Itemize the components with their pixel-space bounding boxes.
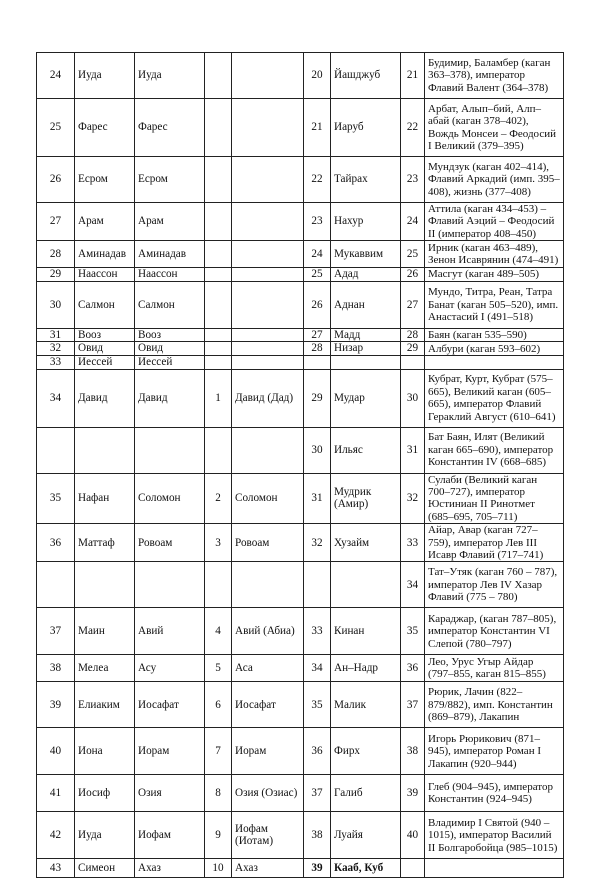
ruler-number-cell: 31 [401,427,425,473]
matthew-name-cell [135,427,205,473]
ruler-number-cell [401,859,425,878]
ruler-number-cell: 27 [401,281,425,328]
matthew-name-cell: Иофам [135,812,205,859]
gospel-name-cell: Симеон [75,859,135,878]
gospel-name-cell: Елиаким [75,682,135,728]
gospel-generation-number: 28 [37,241,75,268]
king-number-cell: 9 [205,812,232,859]
arab-generation-number: 23 [304,203,331,241]
gospel-generation-number: 43 [37,859,75,878]
table-row [37,53,564,99]
king-number-cell [205,427,232,473]
gospel-generation-number: 39 [37,682,75,728]
king-name-cell [232,53,304,99]
arab-name-cell [331,562,401,608]
king-name-cell: Иосафат [232,682,304,728]
king-name-cell [232,562,304,608]
arab-name-cell: Адад [331,268,401,282]
matthew-name-cell: Аминадав [135,241,205,268]
arab-generation-number: 31 [304,473,331,524]
ruler-description-cell: Бат Баян, Илят (Великий каган 665–690), император Константин IV (668–685) [425,427,564,473]
table-row [37,268,564,282]
king-name-cell: Озия (Озиас) [232,775,304,812]
arab-generation-number: 36 [304,728,331,775]
ruler-description-cell: Ирник (каган 463–489), Зенон Исаврянин (474–491) [425,241,564,268]
matthew-name-cell: Давид [135,369,205,427]
king-name-cell: Ровоам [232,524,304,562]
king-name-cell: Авий (Абиа) [232,608,304,655]
gospel-generation-number: 33 [37,356,75,370]
ruler-description-cell: Арбат, Алып–бий, Алп–абай (каган 378–402), Вождь Монсеи – Феодосий I Великий (379–395) [425,99,564,157]
king-number-cell: 2 [205,473,232,524]
matthew-name-cell: Озия [135,775,205,812]
ruler-description-cell [425,356,564,370]
ruler-description-cell: Караджар, (каган 787–805), император Константин VI Слепой (780–797) [425,608,564,655]
arab-name-cell: Малик [331,682,401,728]
gospel-generation-number: 38 [37,655,75,682]
ruler-number-cell: 21 [401,53,425,99]
arab-generation-number [304,356,331,370]
king-number-cell: 1 [205,369,232,427]
ruler-description-cell: Сулаби (Великий каган 700–727), император Юстиниан II Ринотмет (685–695, 705–711) [425,473,564,524]
ruler-number-cell: 39 [401,775,425,812]
gospel-name-cell: Фарес [75,99,135,157]
king-number-cell [205,281,232,328]
ruler-description-cell: Рюрик, Лачин (822–879/882), имп. Константин (869–879), Лакапин [425,682,564,728]
table-row [37,241,564,268]
arab-name-cell: Тайрах [331,157,401,203]
ruler-number-cell: 28 [401,328,425,342]
gospel-name-cell: Вооз [75,328,135,342]
gospel-generation-number: 27 [37,203,75,241]
ruler-number-cell: 34 [401,562,425,608]
arab-name-cell: Галиб [331,775,401,812]
matthew-name-cell: Иессей [135,356,205,370]
matthew-name-cell: Овид [135,342,205,356]
gospel-name-cell: Иессей [75,356,135,370]
arab-name-cell: Кааб, Куб [331,859,401,878]
king-name-cell: Иофам (Иотам) [232,812,304,859]
arab-generation-number [304,562,331,608]
table-row [37,342,564,356]
king-name-cell: Ахаз [232,859,304,878]
king-name-cell [232,342,304,356]
king-name-cell: Иорам [232,728,304,775]
king-number-cell [205,157,232,203]
ruler-description-cell: Тат–Утяк (каган 760 – 787), император Лев IV Хазар Флавий (775 – 780) [425,562,564,608]
king-name-cell [232,99,304,157]
king-number-cell [205,268,232,282]
ruler-number-cell: 30 [401,369,425,427]
gospel-name-cell [75,562,135,608]
arab-generation-number: 32 [304,524,331,562]
arab-name-cell: Йашджуб [331,53,401,99]
gospel-generation-number [37,427,75,473]
king-name-cell [232,328,304,342]
arab-name-cell: Аднан [331,281,401,328]
arab-generation-number: 30 [304,427,331,473]
gospel-generation-number: 24 [37,53,75,99]
king-number-cell: 3 [205,524,232,562]
king-name-cell [232,356,304,370]
ruler-description-cell: Лео, Урус Угыр Айдар (797–855, каган 815–855) [425,655,564,682]
king-name-cell [232,157,304,203]
gospel-name-cell: Аминадав [75,241,135,268]
arab-generation-number: 20 [304,53,331,99]
table-row [37,369,564,427]
king-number-cell: 5 [205,655,232,682]
king-number-cell [205,203,232,241]
arab-name-cell: Ан–Надр [331,655,401,682]
arab-generation-number: 35 [304,682,331,728]
arab-name-cell: Мадд [331,328,401,342]
table-row [37,859,564,878]
ruler-description-cell: Кубрат, Курт, Кубрат (575–665), Великий каган (605–665), император Флавий Гераклий Август (610–641) [425,369,564,427]
arab-generation-number: 27 [304,328,331,342]
gospel-name-cell: Арам [75,203,135,241]
king-number-cell: 10 [205,859,232,878]
gospel-name-cell: Иуда [75,812,135,859]
ruler-description-cell: Баян (каган 535–590) [425,328,564,342]
table-row [37,655,564,682]
ruler-description-cell: Будимир, Баламбер (каган 363–378), император Флавий Валент (364–378) [425,53,564,99]
table-row [37,562,564,608]
ruler-description-cell: Айар, Авар (каган 727–759), император Лев III Исавр Флавий (717–741) [425,524,564,562]
table-row [37,356,564,370]
gospel-name-cell: Маттаф [75,524,135,562]
gospel-name-cell: Овид [75,342,135,356]
king-name-cell [232,427,304,473]
matthew-name-cell: Вооз [135,328,205,342]
ruler-description-cell: Глеб (904–945), император Константин (924–945) [425,775,564,812]
arab-generation-number: 26 [304,281,331,328]
matthew-name-cell: Арам [135,203,205,241]
gospel-generation-number: 30 [37,281,75,328]
ruler-number-cell: 24 [401,203,425,241]
ruler-description-cell: Владимир I Святой (940 – 1015), император Василий II Болгаробойца (985–1015) [425,812,564,859]
table-row [37,728,564,775]
arab-generation-number: 28 [304,342,331,356]
ruler-number-cell: 38 [401,728,425,775]
ruler-number-cell: 37 [401,682,425,728]
matthew-name-cell: Ахаз [135,859,205,878]
table-row [37,328,564,342]
matthew-name-cell: Фарес [135,99,205,157]
arab-name-cell: Мудар [331,369,401,427]
arab-name-cell: Нахур [331,203,401,241]
ruler-number-cell: 26 [401,268,425,282]
gospel-generation-number: 35 [37,473,75,524]
gospel-generation-number: 31 [37,328,75,342]
gospel-name-cell: Есром [75,157,135,203]
arab-generation-number: 25 [304,268,331,282]
gospel-name-cell: Салмон [75,281,135,328]
table-row [37,203,564,241]
gospel-name-cell: Нафан [75,473,135,524]
king-number-cell [205,241,232,268]
matthew-name-cell: Салмон [135,281,205,328]
ruler-number-cell [401,356,425,370]
king-number-cell [205,99,232,157]
ruler-number-cell: 29 [401,342,425,356]
gospel-name-cell: Наассон [75,268,135,282]
arab-name-cell: Фирх [331,728,401,775]
gospel-generation-number: 25 [37,99,75,157]
gospel-generation-number: 26 [37,157,75,203]
ruler-description-cell: Албури (каган 593–602) [425,342,564,356]
arab-generation-number: 21 [304,99,331,157]
arab-name-cell [331,356,401,370]
table-row [37,281,564,328]
king-name-cell [232,281,304,328]
table-row [37,99,564,157]
king-number-cell: 8 [205,775,232,812]
table-row [37,682,564,728]
matthew-name-cell: Иосафат [135,682,205,728]
ruler-description-cell [425,859,564,878]
gospel-generation-number: 34 [37,369,75,427]
king-name-cell [232,203,304,241]
arab-name-cell: Мукаввим [331,241,401,268]
arab-name-cell: Луайя [331,812,401,859]
gospel-generation-number [37,562,75,608]
matthew-name-cell [135,562,205,608]
ruler-number-cell: 33 [401,524,425,562]
king-name-cell: Соломон [232,473,304,524]
gospel-generation-number: 42 [37,812,75,859]
matthew-name-cell: Ровоам [135,524,205,562]
ruler-description-cell: Аттила (каган 434–453) – Флавий Аэций – Феодосий II (император 408–450) [425,203,564,241]
gospel-name-cell: Давид [75,369,135,427]
matthew-name-cell: Авий [135,608,205,655]
gospel-generation-number: 37 [37,608,75,655]
arab-generation-number: 34 [304,655,331,682]
king-number-cell [205,356,232,370]
genealogy-table [36,52,564,878]
arab-name-cell: Иаруб [331,99,401,157]
king-number-cell: 4 [205,608,232,655]
gospel-name-cell: Мелеа [75,655,135,682]
ruler-number-cell: 36 [401,655,425,682]
arab-generation-number: 22 [304,157,331,203]
table-row [37,524,564,562]
matthew-name-cell: Есром [135,157,205,203]
gospel-name-cell: Иосиф [75,775,135,812]
arab-name-cell: Мудрик (Амир) [331,473,401,524]
ruler-number-cell: 32 [401,473,425,524]
arab-generation-number: 37 [304,775,331,812]
matthew-name-cell: Иуда [135,53,205,99]
table-row [37,427,564,473]
ruler-number-cell: 23 [401,157,425,203]
gospel-generation-number: 41 [37,775,75,812]
ruler-number-cell: 40 [401,812,425,859]
table-row [37,157,564,203]
arab-generation-number: 38 [304,812,331,859]
arab-name-cell: Ильяс [331,427,401,473]
king-number-cell: 7 [205,728,232,775]
gospel-name-cell: Иуда [75,53,135,99]
matthew-name-cell: Наассон [135,268,205,282]
table-row [37,775,564,812]
arab-generation-number: 39 [304,859,331,878]
gospel-name-cell: Маин [75,608,135,655]
ruler-description-cell: Игорь Рюрикович (871–945), император Роман I Лакапин (920–944) [425,728,564,775]
arab-generation-number: 29 [304,369,331,427]
arab-name-cell: Низар [331,342,401,356]
arab-name-cell: Кинан [331,608,401,655]
gospel-generation-number: 40 [37,728,75,775]
ruler-description-cell: Мундзук (каган 402–414), Флавий Аркадий (имп. 395–408), жизнь (377–408) [425,157,564,203]
king-name-cell [232,268,304,282]
king-name-cell: Давид (Дад) [232,369,304,427]
arab-generation-number: 24 [304,241,331,268]
ruler-number-cell: 22 [401,99,425,157]
ruler-description-cell: Масгут (каган 489–505) [425,268,564,282]
gospel-generation-number: 36 [37,524,75,562]
arab-name-cell: Хузайм [331,524,401,562]
king-number-cell [205,53,232,99]
gospel-name-cell: Иона [75,728,135,775]
arab-generation-number: 33 [304,608,331,655]
king-number-cell: 6 [205,682,232,728]
table-body [37,53,564,878]
king-name-cell [232,241,304,268]
table-row [37,473,564,524]
ruler-number-cell: 35 [401,608,425,655]
king-number-cell [205,328,232,342]
ruler-number-cell: 25 [401,241,425,268]
gospel-name-cell [75,427,135,473]
matthew-name-cell: Иорам [135,728,205,775]
table-row [37,608,564,655]
king-number-cell [205,562,232,608]
gospel-generation-number: 29 [37,268,75,282]
king-number-cell [205,342,232,356]
king-name-cell: Аса [232,655,304,682]
ruler-description-cell: Мундо, Титра, Реан, Татра Банат (каган 505–520), имп. Анастасий I (491–518) [425,281,564,328]
matthew-name-cell: Асу [135,655,205,682]
matthew-name-cell: Соломон [135,473,205,524]
gospel-generation-number: 32 [37,342,75,356]
